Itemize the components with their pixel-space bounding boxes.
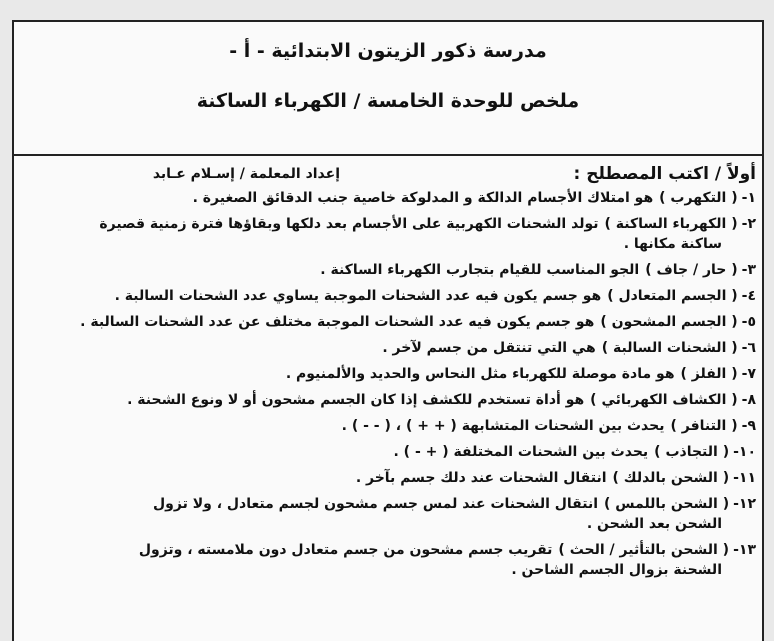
item-term: ( الفلز )	[680, 366, 738, 382]
item-definition: يحدث بين الشحنات المتشابهة ( + + ) ، ( - - ) .	[341, 418, 665, 434]
item-number: ٥-	[741, 314, 756, 330]
item-definition: انتقال الشحنات عند لمس جسم مشحون لجسم متعادل ، ولا تزول	[153, 496, 599, 512]
item-definition: هو جسم يكون فيه عدد الشحنات الموجبة يساوي عدد الشحنات السالبة .	[114, 288, 602, 304]
list-item	[22, 540, 756, 580]
list-item	[22, 260, 756, 280]
item-definition: هو مادة موصلة للكهرباء مثل النحاس والحديد والألمنيوم .	[285, 366, 675, 382]
item-definition: تقريب جسم مشحون من جسم متعادل دون ملامسته ، وتزول	[138, 542, 553, 558]
item-definition: هي التي تنتقل من جسم لآخر .	[382, 340, 596, 356]
item-term: ( الشحن بالدلك )	[612, 470, 730, 486]
item-number: ٣-	[741, 262, 756, 278]
item-definition: هو امتلاك الأجسام الدالكة و المدلوكة خاصية جنب الدقائق الصغيرة .	[192, 190, 654, 206]
item-term: ( الكشاف الكهربائي )	[590, 392, 738, 408]
item-number: ١٠-	[733, 444, 756, 460]
list-item	[22, 312, 756, 332]
list-item	[22, 468, 756, 488]
item-term: ( الجسم المشحون )	[600, 314, 738, 330]
section-title: أولاً / اكتب المصطلح :	[573, 164, 756, 184]
item-number: ٧-	[741, 366, 756, 382]
item-definition: الجو المناسب للقيام بتجارب الكهرباء الساكنة .	[320, 262, 640, 278]
list-item	[22, 338, 756, 358]
item-continuation: ساكنة مكانها .	[623, 236, 722, 252]
item-number: ٨-	[741, 392, 756, 408]
list-item	[22, 494, 756, 534]
author-credit: إعداد المعلمة / إسـلام عـابد	[152, 166, 340, 182]
list-item	[22, 188, 756, 208]
item-number: ١-	[741, 190, 756, 206]
item-term: ( الشحن بالتأثير / الحث )	[558, 542, 730, 558]
item-continuation: الشحنة بزوال الجسم الشاحن .	[511, 562, 722, 578]
list-item	[22, 390, 756, 410]
item-definition: هو أداة تستخدم للكشف إذا كان الجسم مشحون أو لا ونوع الشحنة .	[127, 392, 585, 408]
item-definition: تولد الشحنات الكهربية على الأجسام بعد دلكها وبقاؤها فترة زمنية قصيرة	[99, 216, 599, 232]
item-term: ( التجاذب )	[654, 444, 730, 460]
item-number: ١٢-	[733, 496, 756, 512]
item-term: ( التنافر )	[670, 418, 738, 434]
item-number: ٤-	[741, 288, 756, 304]
item-number: ٦-	[741, 340, 756, 356]
document-page	[12, 20, 764, 641]
section-header	[22, 164, 756, 186]
item-definition: يحدث بين الشحنات المختلفة ( + - ) .	[393, 444, 649, 460]
item-definition: هو جسم يكون فيه عدد الشحنات الموجبة مختلف عن عدد الشحنات السالبة .	[80, 314, 595, 330]
list-item	[22, 416, 756, 436]
school-name: مدرسة ذكور الزيتون الابتدائية - أ -	[229, 40, 547, 62]
item-term: ( حار / جاف )	[645, 262, 738, 278]
document-header	[14, 22, 762, 156]
item-term: ( الشحن باللمس )	[604, 496, 730, 512]
item-number: ٩-	[741, 418, 756, 434]
document-content	[14, 156, 762, 580]
item-continuation: الشحن بعد الشحن .	[586, 516, 722, 532]
item-number: ١١-	[733, 470, 756, 486]
list-item	[22, 364, 756, 384]
item-definition: انتقال الشحنات عند دلك جسم بآخر .	[355, 470, 607, 486]
list-item	[22, 214, 756, 254]
item-number: ١٣-	[733, 542, 756, 558]
list-item	[22, 442, 756, 462]
list-item	[22, 286, 756, 306]
item-term: ( الشحنات السالبة )	[601, 340, 738, 356]
unit-title: ملخص للوحدة الخامسة / الكهرباء الساكنة	[196, 90, 580, 112]
item-number: ٢-	[741, 216, 756, 232]
item-term: ( التكهرب )	[659, 190, 738, 206]
item-term: ( الكهرباء الساكنة )	[604, 216, 738, 232]
item-term: ( الجسم المتعادل )	[607, 288, 738, 304]
